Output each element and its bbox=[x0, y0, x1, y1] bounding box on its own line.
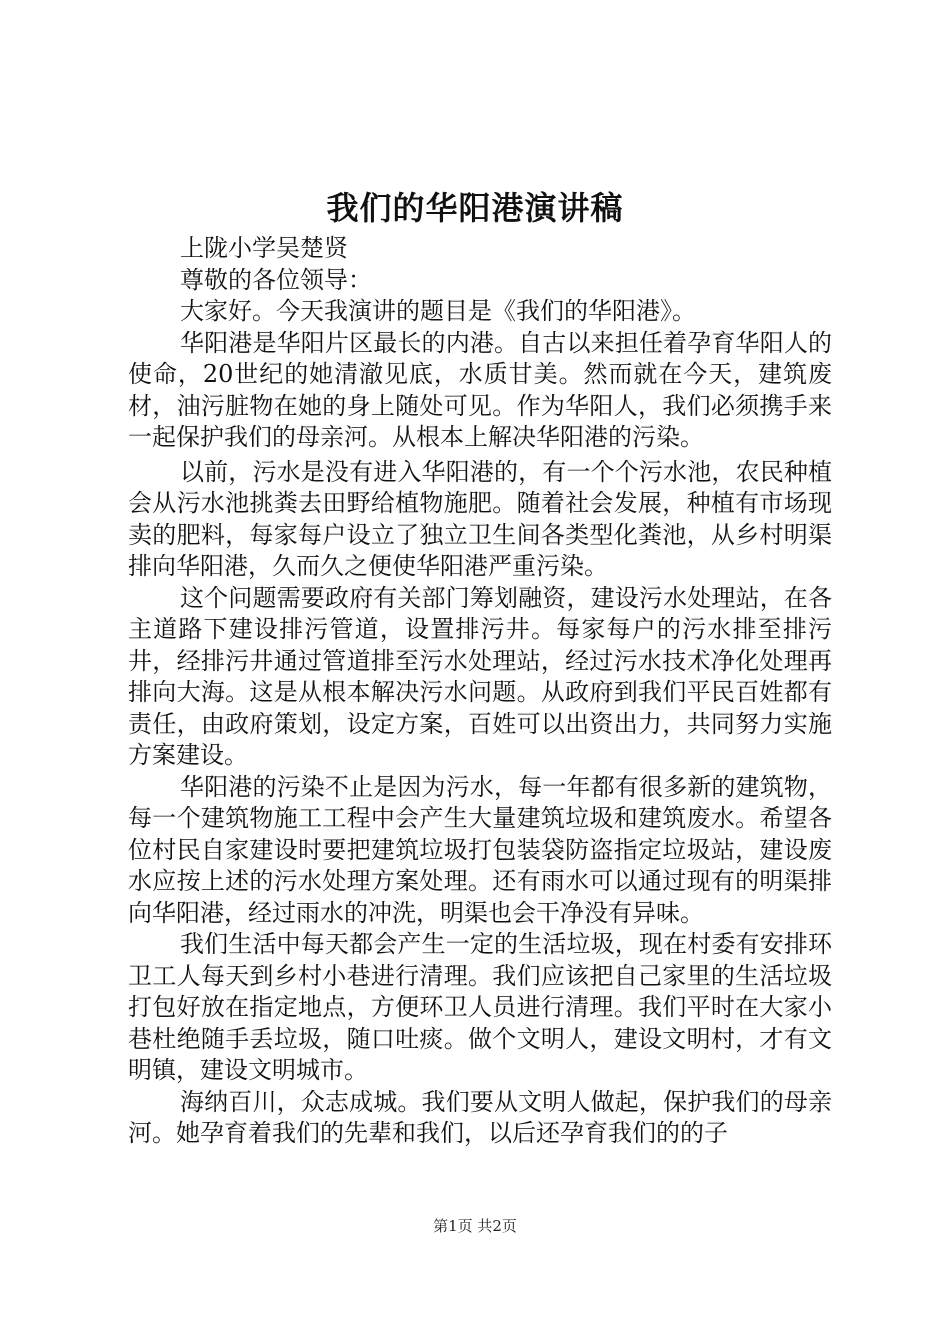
body-paragraph: 我们生活中每天都会产生一定的生活垃圾，现在村委有安排环卫工人每天到乡村小巷进行清理。我们应该把自己家里的生活垃圾打包好放在指定地点，方便环卫人员进行清理。我们平时在大家小巷杜绝随手丢垃圾，随口吐痰。做个文明人，建设文明村，才有文明镇，建设文明城市。 bbox=[128, 930, 832, 1084]
body-paragraph: 华阳港的污染不止是因为污水，每一年都有很多新的建筑物，每一个建筑物施工工程中会产生大量建筑垃圾和建筑废水。希望各位村民自家建设时要把建筑垃圾打包装袋防盗指定垃圾站，建设废水应按上述的污水处理方案处理。还有雨水可以通过现有的明渠排向华阳港，经过雨水的冲洗，明渠也会干净没有异味。 bbox=[128, 772, 832, 927]
document-title: 我们的华阳港演讲稿 bbox=[326, 189, 624, 227]
greeting-paragraph: 大家好。今天我演讲的题目是《我们的华阳港》。 bbox=[180, 297, 696, 325]
salutation: 尊敬的各位领导： bbox=[180, 265, 372, 294]
body-paragraph: 华阳港是华阳片区最长的内港。自古以来担任着孕育华阳人的使命，20世纪的她清澈见底，水质甘美。然而就在今天，建筑废材，油污脏物在她的身上随处可见。作为华阳人，我们必须携手来一起保护我们的母亲河。从根本上解决华阳港的污染。 bbox=[128, 328, 832, 451]
body-paragraph: 这个问题需要政府有关部门筹划融资，建设污水处理站，在各主道路下建设排污管道，设置排污井。每家每户的污水排至排污井，经排污井通过管道排至污水处理站，经过污水技术净化处理再排向大海。这是从根本解决污水问题。从政府到我们平民百姓都有责任，由政府策划，设定方案，百姓可以出资出力，共同努力实施方案建设。 bbox=[128, 583, 832, 769]
document-body bbox=[128, 233, 832, 1150]
body-paragraph: 海纳百川，众志成城。我们要从文明人做起，保护我们的母亲河。她孕育着我们的先辈和我们，以后还孕育我们的的子 bbox=[128, 1087, 832, 1147]
body-paragraph: 以前，污水是没有进入华阳港的，有一个个污水池，农民种植会从污水池挑粪去田野给植物施肥。随着社会发展，种植有市场现卖的肥料，每家每户设立了独立卫生间各类型化粪池，从乡村明渠排向华阳港，久而久之便使华阳港严重污染。 bbox=[128, 457, 832, 580]
author-line: 上陇小学吴楚贤 bbox=[180, 234, 348, 262]
page-number-footer: 第1页 共2页 bbox=[433, 1217, 517, 1235]
